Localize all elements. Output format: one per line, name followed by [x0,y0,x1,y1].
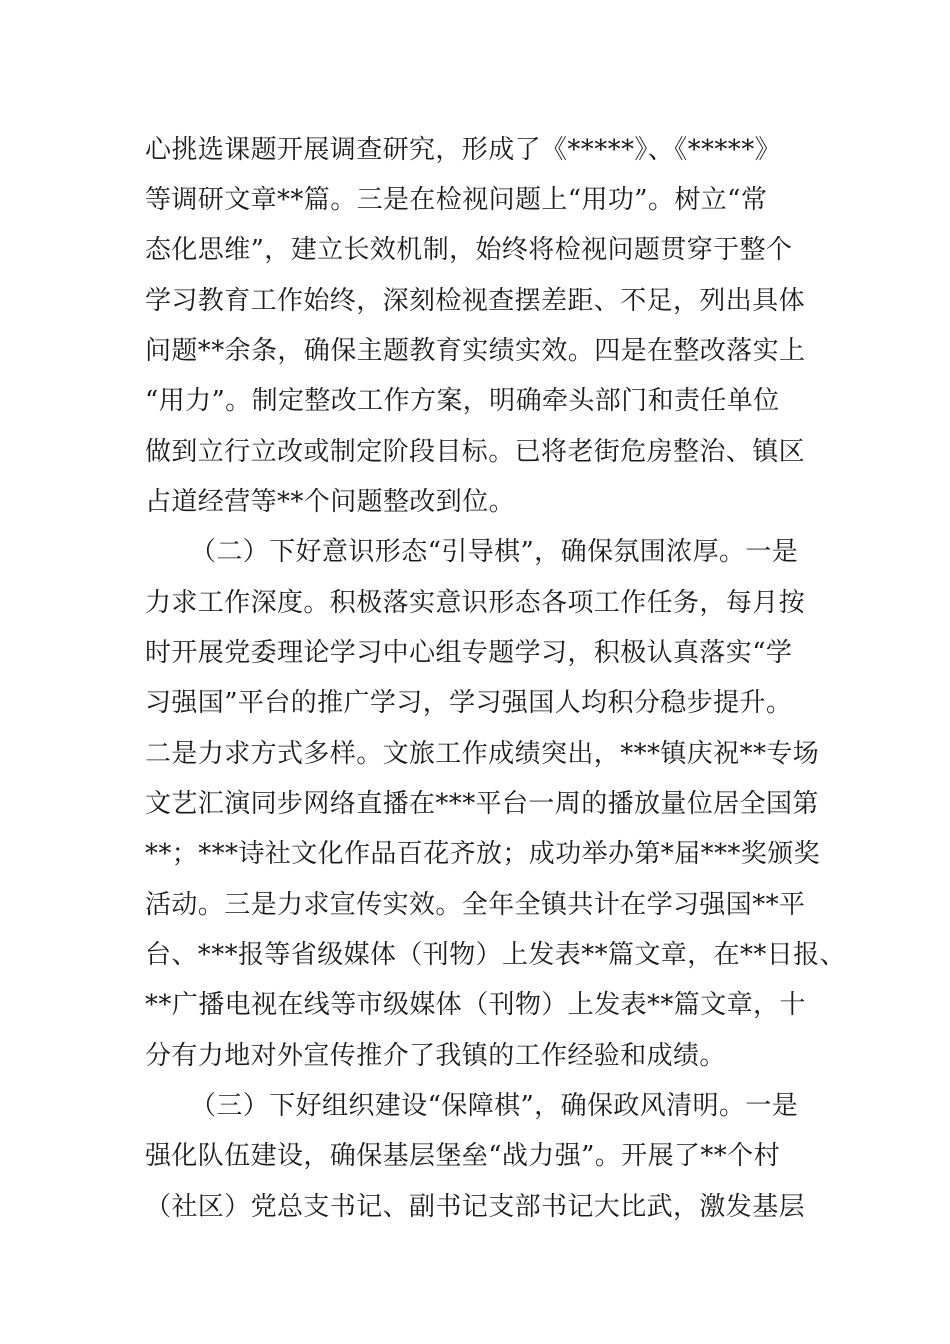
text-line: 习强国”平台的推广学习，学习强国人均积分稳步提升。 [145,688,793,718]
text-line: “用力”。制定整改工作方案，明确牵头部门和责任单位 [145,386,780,416]
text-line: 力求工作深度。积极落实意识形态各项工作任务，每月按 [145,588,806,618]
text-line: 分有力地对外宣传推介了我镇的工作经验和成绩。 [145,1041,726,1071]
text-line: 台、***报等省级媒体（刊物）上发表**篇文章，在**日报、 [145,940,847,970]
text-line: 心挑选课题开展调查研究，形成了《*****》、《*****》 [145,135,782,165]
text-line: **；***诗社文化作品百花齐放；成功举办第*届***奖颁奖 [145,839,821,869]
text-line: 等调研文章**篇。三是在检视问题上“用功”。树立“常 [145,185,768,215]
text-line: 活动。三是力求宣传实效。全年全镇共计在学习强国**平 [145,890,806,920]
text-line: 态化思维”，建立长效机制，始终将检视问题贯穿于整个 [145,235,793,265]
text-line: 问题**余条，确保主题教育实绩实效。四是在整改落实上 [145,336,806,366]
paragraph-heading-2: （二）下好意识形态“引导棋”，确保氛围浓厚。一是 [190,537,799,567]
text-line: 做到立行立改或制定阶段目标。已将老街危房整治、镇区 [145,437,806,467]
text-line: 强化队伍建设，确保基层堡垒“战力强”。开展了**个村 [145,1141,780,1171]
text-line: 时开展党委理论学习中心组专题学习，积极认真落实“学 [145,638,793,668]
text-line: 文艺汇演同步网络直播在***平台一周的播放量位居全国第 [145,789,819,819]
text-line: 学习教育工作始终，深刻检视查摆差距、不足，列出具体 [145,286,806,316]
text-line: 二是力求方式多样。文旅工作成绩突出，***镇庆祝**专场 [145,739,820,769]
paragraph-heading-3: （三）下好组织建设“保障棋”，确保政风清明。一是 [190,1091,799,1121]
text-line: **广播电视在线等市级媒体（刊物）上发表**篇文章，十 [145,990,806,1020]
text-line: 占道经营等**个问题整改到位。 [145,487,516,517]
text-line: （社区）党总支书记、副书记支部书记大比武，激发基层 [145,1192,806,1222]
